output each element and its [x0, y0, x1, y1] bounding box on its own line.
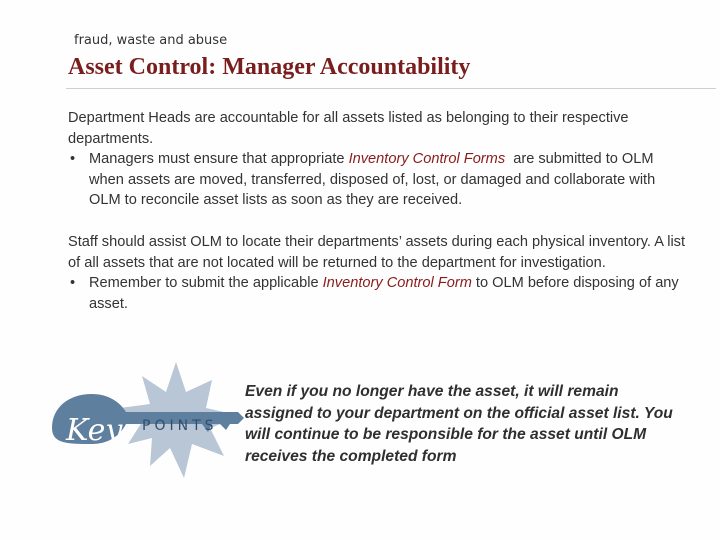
- accountability-section: [68, 108, 688, 211]
- bullet-text-before: Remember to submit the applicable: [89, 275, 323, 291]
- bullet-marker: •: [70, 151, 76, 167]
- remember-bullet: [68, 273, 688, 314]
- bullet-marker: •: [70, 275, 76, 291]
- inventory-control-forms-emphasis: Inventory Control Forms: [348, 151, 506, 167]
- key-points-text: Even if you no longer have the asset, it will remain assigned to your department on the official asset list. You will continue to be responsible for the asset until OLM receives the completed form: [245, 383, 673, 465]
- key-points-graphic: [46, 360, 246, 480]
- slide-topic: fraud, waste and abuse: [74, 33, 228, 48]
- bullet-text-after: to OLM before disposing of any asset.: [89, 275, 679, 312]
- staff-section: [68, 232, 688, 314]
- key-points-icon: [46, 360, 246, 480]
- title-divider: [66, 88, 716, 89]
- inventory-control-form-emphasis: Inventory Control Form: [322, 275, 472, 291]
- staff-paragraph: Staff should assist OLM to locate their departments’ assets during each physical inventory. A list of all assets that are not located will be returned to the department for investigation.: [68, 234, 686, 271]
- bullet-text-before: Managers must ensure that appropriate: [89, 151, 349, 167]
- bullet-text-after: are submitted to OLM when assets are moved, transferred, disposed of, lost, or damaged and collaborate with OLM to reconcile asset lists as soon as they are received.: [89, 151, 660, 208]
- department-heads-paragraph: Department Heads are accountable for all assets listed as belonging to their respective departments.: [68, 110, 629, 147]
- managers-bullet: [68, 149, 688, 211]
- slide-title: Asset Control: Manager Accountability: [68, 54, 471, 80]
- key-word: Key: [66, 413, 123, 448]
- points-word: POINTS: [142, 418, 218, 434]
